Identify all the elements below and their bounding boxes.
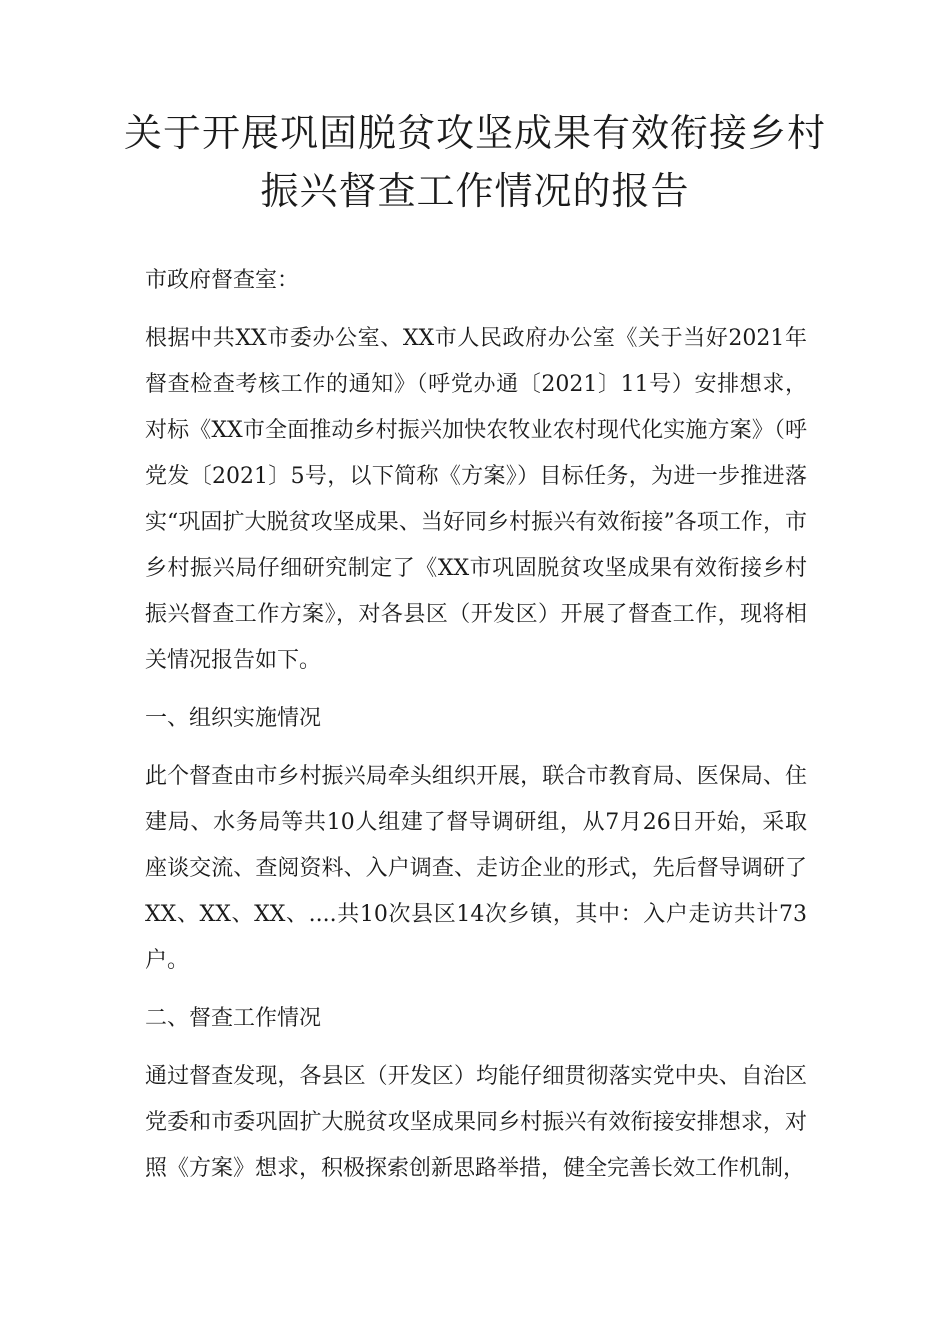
title-line-2: 振兴督查工作情况的报告	[260, 169, 690, 213]
document-body	[145, 258, 807, 1204]
title-line-1: 关于开展巩固脱贫攻坚成果有效衔接乡村	[123, 111, 826, 155]
section-paragraph-1: 此个督查由市乡村振兴局牵头组织开展，联合市教育局、医保局、住建局、水务局等共10人组建了督导调研组，从7月26日开始，采取座谈交流、查阅资料、入户调查、走访企业的形式，先后督导调研了XX、XX、XX、....共10次县区14次乡镇，其中：入户走访共计73户。	[145, 764, 807, 973]
document-title	[120, 104, 830, 220]
section-heading-1: 一、组织实施情况	[145, 706, 322, 731]
section-heading-2: 二、督查工作情况	[145, 1006, 322, 1031]
section-paragraph-2: 通过督查发现，各县区（开发区）均能仔细贯彻落实党中央、自治区党委和市委巩固扩大脱贫攻坚成果同乡村振兴有效衔接安排想求，对照《方案》想求，积极探索创新思路举措，健全完善长效工作机制，	[145, 1064, 807, 1181]
intro-paragraph: 根据中共XX市委办公室、XX市人民政府办公室《关于当好2021年督查检查考核工作的通知》（呼党办通〔2021〕11号）安排想求，对标《XX市全面推动乡村振兴加快农牧业农村现代化实施方案》（呼党发〔2021〕5号，以下简称《方案》）目标任务，为进一步推进落实“巩固扩大脱贫攻坚成果、当好同乡村振兴有效衔接”各项工作，市乡村振兴局仔细研究制定了《XX市巩固脱贫攻坚成果有效衔接乡村振兴督查工作方案》，对各县区（开发区）开展了督查工作，现将相关情况报告如下。	[145, 326, 807, 673]
salutation: 市政府督查室：	[145, 268, 300, 293]
